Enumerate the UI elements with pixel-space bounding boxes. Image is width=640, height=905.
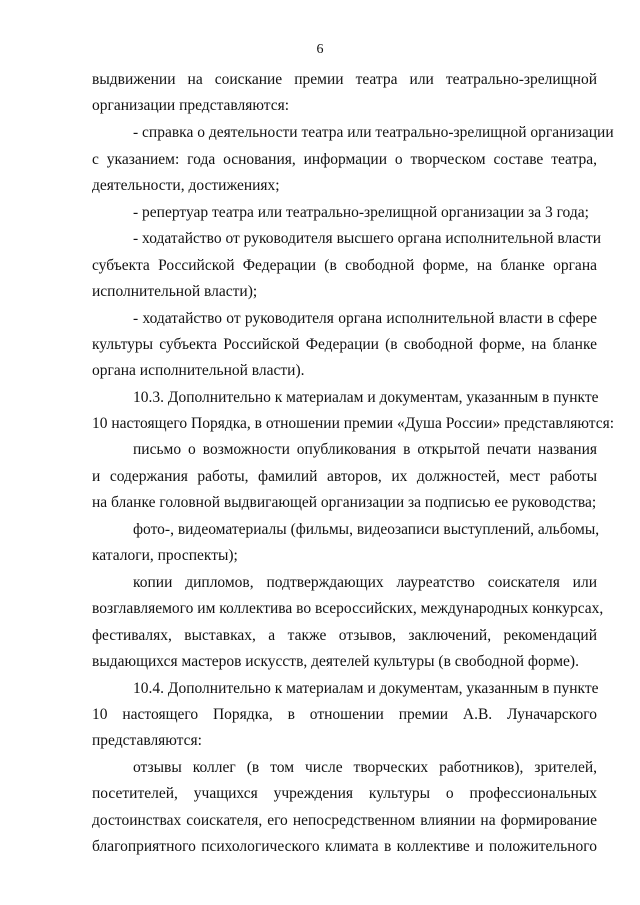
text-line: выдающихся мастеров искусств, деятелей культуры (в свободной форме).: [92, 653, 579, 670]
text-line: и содержания работы, фамилий авторов, их должностей, мест работы: [92, 468, 597, 485]
text-line: 10 настоящего Порядка, в отношении премии «Душа России» представляются:: [92, 415, 615, 432]
text-line: письмо о возможности опубликования в открытой печати названия: [133, 441, 597, 458]
text-line: органа исполнительной власти).: [92, 362, 305, 379]
text-line: с указанием: года основания, информации о творческом составе театра,: [92, 151, 597, 168]
text-line: культуры субъекта Российской Федерации (в свободной форме, на бланке: [92, 336, 597, 353]
text-line: 10.4. Дополнительно к материалам и документам, указанным в пункте: [133, 680, 599, 697]
text-line: копии дипломов, подтверждающих лауреатство соискателя или: [133, 574, 597, 591]
text-line: организации представляются:: [92, 97, 290, 114]
text-line: - справка о деятельности театра или театрально-зрелищной организации: [133, 124, 614, 141]
text-line: представляются:: [92, 732, 202, 749]
text-line: - репертуар театра или театрально-зрелищной организации за 3 года;: [133, 204, 589, 221]
text-line: возглавляемого им коллектива во всероссийских, международных конкурсах,: [92, 600, 604, 617]
text-line: фото-, видеоматериалы (фильмы, видеозаписи выступлений, альбомы,: [133, 521, 600, 538]
text-line: исполнительной власти);: [92, 283, 258, 300]
text-line: каталоги, проспекты);: [92, 547, 238, 564]
text-line: отзывы коллег (в том числе творческих работников), зрителей,: [133, 759, 597, 776]
text-line: благоприятного психологического климата в коллективе и положительного: [92, 838, 597, 855]
text-line: достоинствах соискателя, его непосредственном влиянии на формирование: [92, 812, 597, 829]
text-line: - ходатайство от руководителя высшего органа исполнительной власти: [133, 230, 602, 247]
text-line: 10 настоящего Порядка, в отношении премии А.В. Луначарского: [92, 706, 597, 723]
text-line: на бланке головной выдвигающей организации за подписью ее руководства;: [92, 494, 597, 511]
text-line: посетителей, учащихся учреждения культуры о профессиональных: [92, 785, 597, 802]
page-number: 6: [316, 42, 324, 57]
text-line: выдвижении на соискание премии театра или театрально-зрелищной: [92, 71, 597, 88]
text-line: - ходатайство от руководителя органа исполнительной власти в сфере: [133, 310, 597, 327]
text-line: деятельности, достижениях;: [92, 177, 280, 194]
text-line: фестивалях, выставках, а также отзывов, заключений, рекомендаций: [92, 627, 597, 644]
text-line: 10.3. Дополнительно к материалам и документам, указанным в пункте: [133, 389, 599, 406]
text-line: субъекта Российской Федерации (в свободной форме, на бланке органа: [92, 257, 597, 274]
